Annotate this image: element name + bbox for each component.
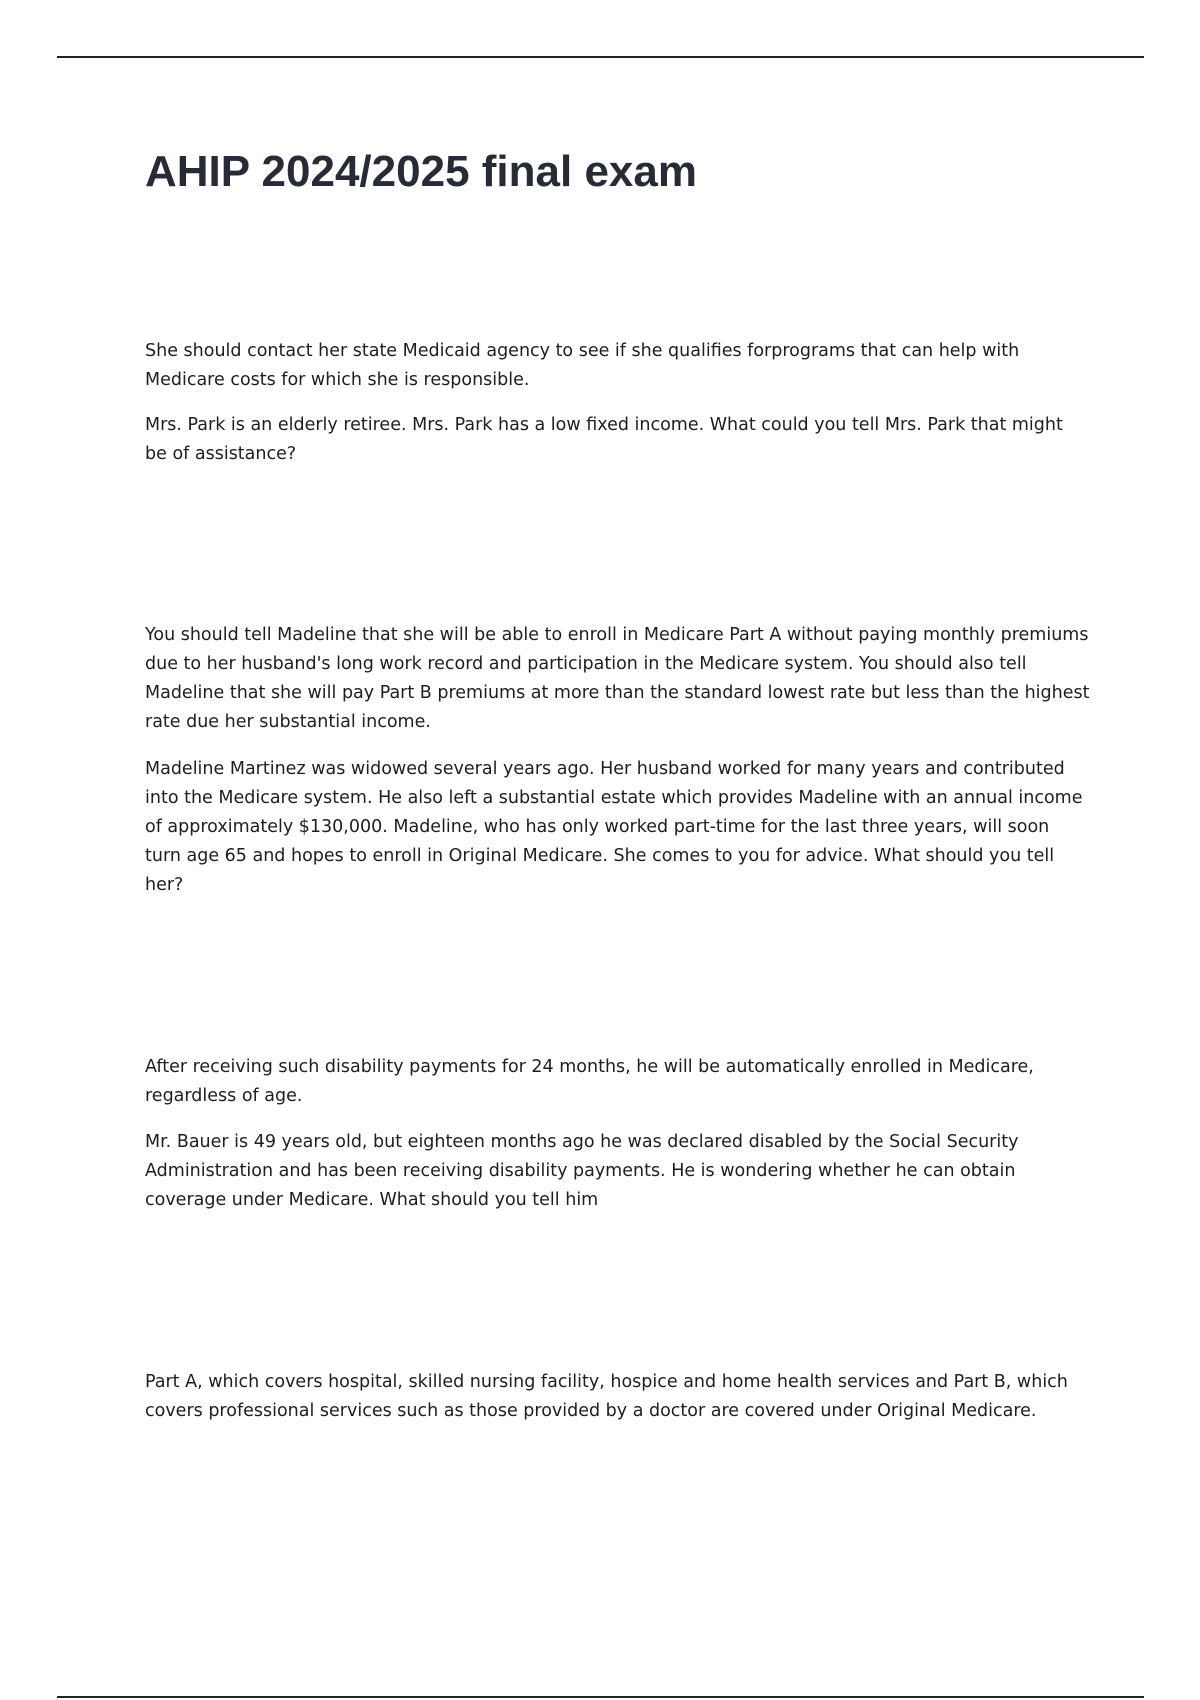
bottom-rule bbox=[57, 1696, 1144, 1698]
document-title: AHIP 2024/2025 final exam bbox=[145, 147, 697, 196]
answer-text: You should tell Madeline that she will be able to enroll in Medicare Part A without paying monthly premiums due to her husband's long work record and participation in the Medicare system. You should also tell Madeline that she will pay Part B premiums at more than the standard lowest rate but less than the highest rate due her substantial income. bbox=[145, 625, 1090, 732]
question-text: Mrs. Park is an elderly retiree. Mrs. Park has a low fixed income. What could you tell Mrs. Park that might be of assistance? bbox=[145, 415, 1063, 464]
answer-text: After receiving such disability payments for 24 months, he will be automatically enrolled in Medicare, regardless of age. bbox=[145, 1057, 1034, 1106]
question-text: Mr. Bauer is 49 years old, but eighteen months ago he was declared disabled by the Social Security Administration and has been receiving disability payments. He is wondering whether he can obtain coverage under Medicare. What should you tell him bbox=[145, 1132, 1019, 1210]
answer-text: She should contact her state Medicaid agency to see if she qualifies forprograms that can help with Medicare costs for which she is responsible. bbox=[145, 341, 1020, 390]
question-text: Madeline Martinez was widowed several years ago. Her husband worked for many years and contributed into the Medicare system. He also left a substantial estate which provides Madeline with an annual income of approximately $130,000. Madeline, who has only worked part-time for the last three years, will soon turn age 65 and hopes to enroll in Original Medicare. She comes to you for advice. What should you tell her? bbox=[145, 759, 1083, 895]
answer-text: Part A, which covers hospital, skilled nursing facility, hospice and home health services and Part B, which covers professional services such as those provided by a doctor are covered under Original Medicare. bbox=[145, 1372, 1068, 1421]
top-rule bbox=[57, 56, 1144, 58]
